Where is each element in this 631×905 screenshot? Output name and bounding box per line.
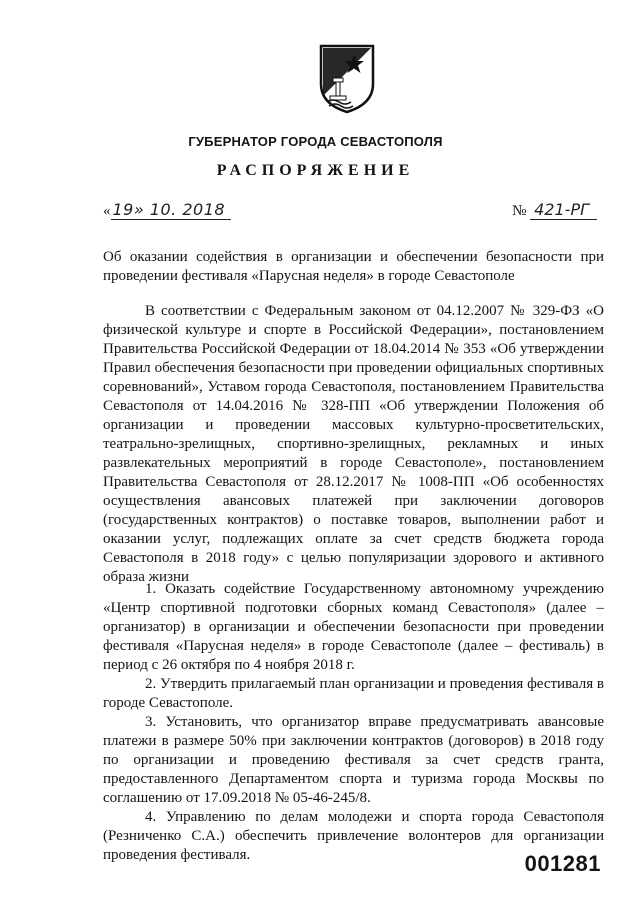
number-prefix: № xyxy=(512,203,527,219)
order-items xyxy=(103,580,604,865)
document-number xyxy=(512,200,597,220)
order-item-2: 2. Утвердить прилагаемый план организации и проведения фестиваля в городе Севастополе. xyxy=(103,676,604,711)
order-item-4: 4. Управлению по делам молодежи и спорта города Севастополя (Резниченко С.А.) обеспечить привлечение волонтеров для организации проведения фестиваля. xyxy=(103,809,604,863)
document-title: Об оказании содействия в организации и обеспечении безопасности при проведении фестиваля «Парусная неделя» в городе Севастополе xyxy=(103,249,604,284)
preamble-text: В соответствии с Федеральным законом от 04.12.2007 № 329-ФЗ «О физической культуре и спорте в Российской Федерации», постановлением Правительства Российской Федерации от 18.04.2014 № 353 «Об утверждении Правил обеспечения безопасности при проведении официальных спортивных соревнований», Уставом города Севастополя, постановлением Правительства Севастополя от 14.04.2016 № 328-ПП «Об утверждении Положения об организации и проведении массовых культурно-просветительских, театрально-зрелищных, спортивно-зрелищных, рекламных и иных развлекательных мероприятий в городе Севастополе», постановлением Правительства Севастополя от 28.12.2017 № 1008-ПП «Об особенностях осуществления авансовых платежей при заключении договоров (государственных контрактов) о поставке товаров, выполнении работ и оказании услуг, подлежащих оплате за счет средств бюджета города Севастополя в 2018 году» с целью популяризации здорового и активного образа жизни xyxy=(103,303,604,585)
preamble-paragraph xyxy=(103,302,604,587)
date-open-quote: « xyxy=(103,203,111,219)
order-item-1: 1. Оказать содействие Государственному автономному учреждению «Центр спортивной подготовки сборных команд Севастополя» (далее – организатор) в организации и обеспечении безопасности при проведении фестиваля «Парусная неделя» в городе Севастополе (далее – фестиваль) в период с 26 октября по 4 ноября 2018 г. xyxy=(103,581,604,673)
issuing-authority: ГУБЕРНАТОР ГОРОДА СЕВАСТОПОЛЯ xyxy=(188,134,443,149)
serial-number: 001281 xyxy=(524,851,601,876)
date-handwritten: 19» 10. 2018 xyxy=(111,200,232,220)
document-type-heading: РАСПОРЯЖЕНИЕ xyxy=(216,162,415,179)
number-handwritten: 421-РГ xyxy=(530,200,597,220)
coat-of-arms-emblem xyxy=(319,44,375,114)
document-date xyxy=(103,200,231,220)
order-item-3: 3. Установить, что организатор вправе предусматривать авансовые платежи в размере 50% при заключении контрактов (договоров) в 2018 году по организации и проведению фестиваля за счет средств гранта, предоставленного Департаментом спорта и туризма города Москвы по соглашению от 17.09.2018 № 05-46-245/8. xyxy=(103,714,604,806)
